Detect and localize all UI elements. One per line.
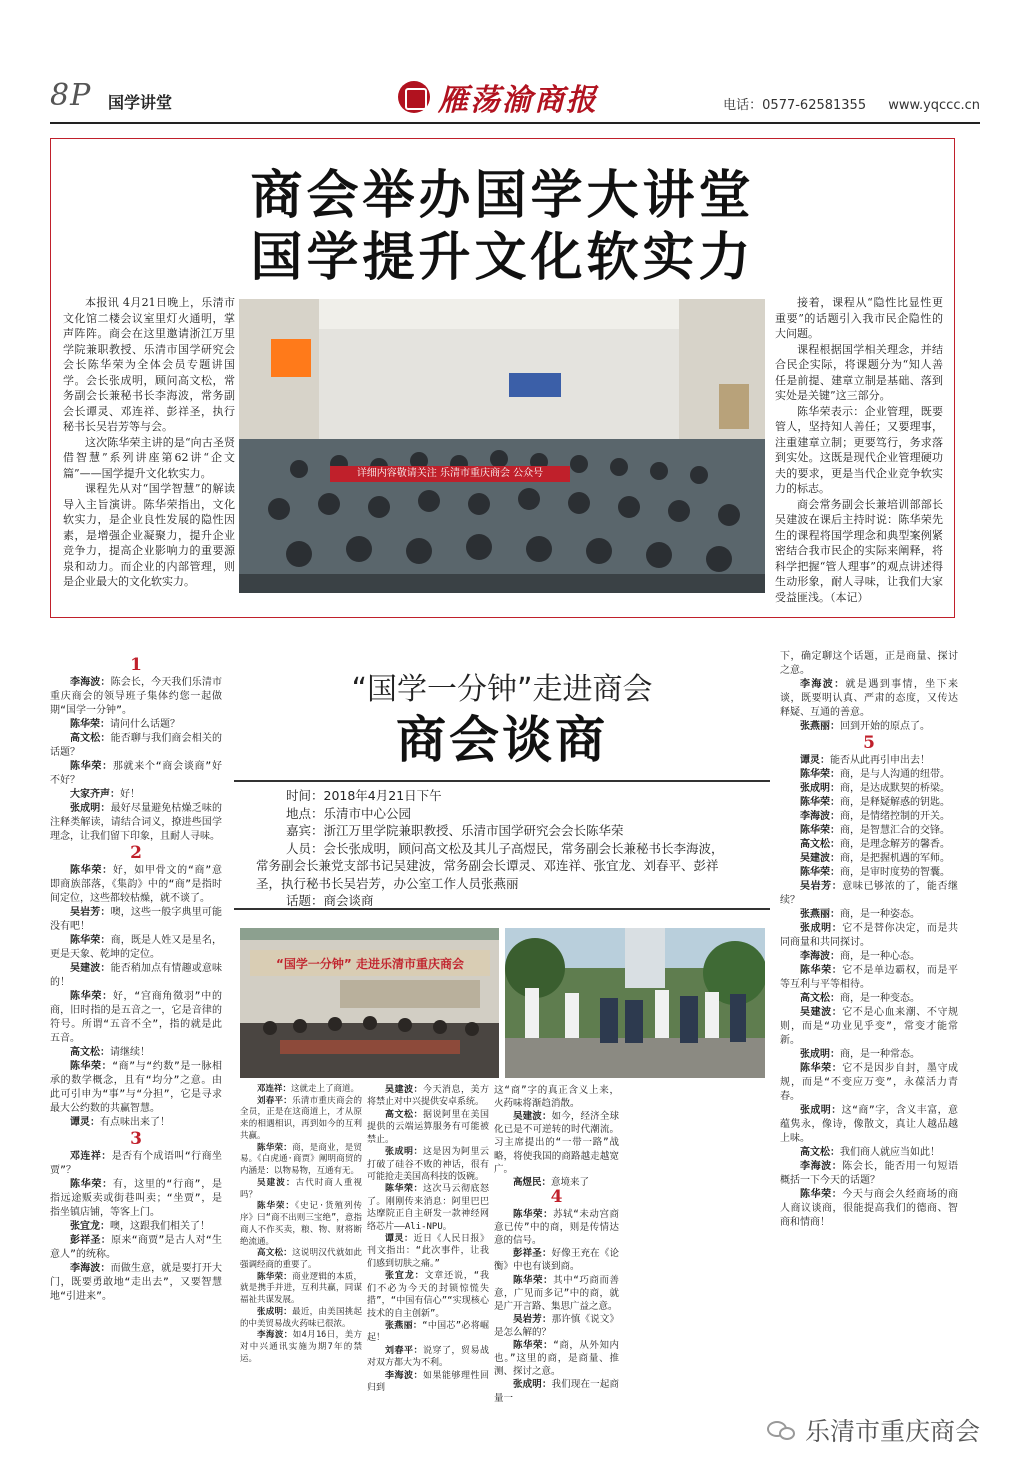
speech: 商，是达成默契的桥梁。 [840,783,950,794]
speech: 原来“商贾”是古人对“生意人”的统称。 [50,1235,223,1260]
speech: 有，这里的“行商”，是指远途贩卖或街巷叫卖；“坐贾”，是指坐镇店铺，等客上门。 [50,1179,222,1218]
speech: 商，是理念解芳的馨香。 [840,839,950,850]
dialogue-line [780,810,958,824]
speaker: 吴岩芳： [800,881,843,892]
speaker: 吴建波： [513,1111,552,1123]
contact-line [705,94,980,113]
speech: 苏轼“未动宫商意已传”中的商，则是传情达意的信号。 [494,1208,619,1247]
dialogue-line [780,908,958,922]
speech: 我们现在一起商量一 [494,1379,619,1404]
speech: 噢，这些一般字典里可能没有吧！ [50,907,223,932]
paragraph: 课程先从对“国学智慧”的解读导入主旨演讲。陈华荣指出，文化软实力，是企业良性发展的隐性因素，是增强企业凝聚力，提升企业竞争力，提高企业影响力的重要源泉和动力。而企业的内部管理，则是企业最大的文化软实力。 [63,482,235,588]
info-people-cont: 圣，执行秘书长吴岩芳，办公室工作人员张燕丽 [256,875,519,891]
speech: 它不是单边霸权，而是平等互利与平等相待。 [780,965,959,990]
dialogue-line [50,802,222,844]
speech: 这说明汉代就如此强调经商的重要了。 [240,1248,362,1271]
footer-brand-name: 乐清市重庆商会 [804,1417,980,1446]
speaker: 张燕丽： [385,1321,423,1332]
speech: 我们商人就应当如此！ [840,1147,940,1158]
dialogue-line [780,964,958,992]
speaker: 吴建波： [70,963,111,974]
speaker: 吴建波： [385,1085,423,1095]
speaker: 高文松： [385,1109,423,1120]
dialogue-line [50,962,222,990]
speech: 商，是一种变态。 [840,993,920,1004]
dialogue-line [780,1146,958,1160]
speaker: 张成明： [800,1105,842,1116]
speech: 能否从此再引申出去！ [830,755,930,766]
speech: 商，是把握机遇的军师。 [840,853,950,864]
speech: 有点味出来了！ [100,1117,170,1128]
follow-banner: 详细内容敬请关注 乐清市重庆商会 公众号 [330,466,570,482]
speech: 那许慎《说文》是怎么解的？ [494,1313,619,1338]
masthead-rule [50,122,980,124]
dialogue-line [240,1272,362,1307]
article-subtitle: “国学一分钟”走进商会 [351,672,653,707]
speech: “商”与“约数”是一脉相承的数学概念，且有“均分”之意。由此可引申为“事”与“分担”，它是寻求最大公约数的共赢智慧。 [50,1061,222,1114]
speech: “商，从外知内也。”这里的商，是商量、推测、探讨之意。 [494,1340,619,1378]
speaker: 陈华荣： [800,769,840,780]
section-number: 4 [550,1186,563,1207]
photo-banner-text: “国学一分钟” 走进乐清市重庆商会 [276,957,464,971]
speech: 陈会长，能否用一句短语概括一下今天的话题？ [780,1161,959,1186]
dialogue-line [780,838,958,852]
speech: 噢，这跟我们相关了！ [110,1221,210,1232]
dialogue-line [780,866,958,880]
speech: 那就来个“商会谈商”好不好？ [50,761,222,786]
speech: 文章还说，“我们不必为今天的封锁惊慌失措”，“中国有信心”“实现核心技术的自主创新”。 [367,1271,489,1319]
speech: 它不是替你决定，而是共同商量和共同探讨。 [780,923,959,948]
speaker: 张成明： [800,923,843,934]
page-number: 8P [50,78,92,113]
dialogue-line [780,880,958,908]
section-name: 国学讲堂 [108,93,173,112]
wechat-icon [767,1419,799,1441]
speaker: 高煜民： [513,1176,552,1188]
dialogue-line [780,922,958,950]
speaker: 陈华荣： [800,825,840,836]
dialogue-line [780,950,958,964]
dialogue-line [780,720,958,734]
dialogue-line [780,1160,958,1188]
speaker: 李海波： [800,679,846,690]
speaker: 谭灵： [800,755,830,766]
dialogue-column-3 [240,1084,362,1366]
speaker: 大家齐声： [70,789,120,800]
speaker: 陈华荣： [385,1184,423,1195]
speech: 商，是商业，是贸易。《白虎通·商贾》阐明商贸的内涵是：以物易物，互通有无。 [240,1142,362,1177]
speech: 最好尽量避免枯燥乏味的注释类解读，请结合词义，撩进些国学理念，让我们留下印象，且耐人寻味。 [50,803,223,842]
dialogue-line [50,1234,222,1262]
dialogue-line [780,1188,958,1230]
dialogue-line [240,1330,362,1365]
speaker: 高文松： [800,1147,840,1158]
speech: 好，如甲骨文的“商”意即商族部落，《集韵》中的“商”是指时间定位，这些都较枯燥，就不谈了。 [50,865,222,904]
info-rule-top [234,780,770,782]
dialogue-line [494,1274,619,1313]
speaker: 张燕丽： [800,721,840,732]
lecture-photo [239,299,765,593]
speech: 如今，经济全球化已是不可逆转的时代潮流。习主席提出的“一带一路”战略，将使我国的商路越走越宽广。 [494,1111,619,1175]
masthead [50,78,980,118]
dialogue-line [780,992,958,1006]
speaker: 高文松： [257,1248,293,1259]
info-people: 人员：会长张成明，顾问高文松及其儿子高煜民，常务副会长兼秘书长李海波， [286,840,724,856]
dialogue-line [50,1116,222,1130]
article-right-column [775,295,943,605]
speech: 商，是释疑解惑的钥匙。 [840,797,950,808]
speech: 而做生意，就是要打开大门，既要勇敢地“走出去”，又要智慧地“引进来”。 [50,1263,223,1302]
speaker: 张燕丽： [800,909,840,920]
speaker: 陈华荣： [70,719,110,730]
speech: 商，是一种心态。 [840,951,920,962]
speaker: 陈华荣： [257,1201,295,1212]
dialogue-line [240,1248,362,1271]
speaker: 吴岩芳： [70,907,111,918]
speech: 意境来了 [551,1176,590,1188]
speaker: 陈华荣： [800,867,840,878]
speech: 今天消息，美方将禁止对中兴提供安卓系统。 [367,1085,489,1108]
dialogue-line [780,1006,958,1048]
speech: 请问什么话题？ [110,719,180,730]
speech: “中国芯”必将崛起！ [367,1321,489,1344]
info-topic: 话题：商会谈商 [286,893,374,908]
dialogue-column-5 [494,1084,619,1405]
dialogue-line [780,650,958,678]
dialogue-line [780,852,958,866]
speaker: 张成明： [257,1306,293,1317]
speech: 好，“宫商角徵羽”中的商，旧时指的是五音之一，它是音律的符号。所谓“五音不全”，指的就是此五音。 [50,991,222,1044]
speaker: 刘春平： [385,1345,423,1356]
speaker: 吴岩芳： [513,1313,552,1325]
paragraph: 这次陈华荣主讲的是“向古圣贤借智慧”系列讲座第62讲“企文篇”——国学提升文化软实力。 [63,435,235,480]
headline-line1: 商会举办国学大讲堂 [250,166,755,226]
dialogue-column-1 [50,656,222,1304]
speaker: 张成明： [513,1379,552,1391]
speaker: 张成明： [800,783,840,794]
info-time: 时间：2018年4月21日下午 [286,788,442,803]
info-people-cont: 常务副会长兼党支部书记吴建波，常务副会长谭灵、邓连祥、张宜龙、刘春平、彭祥 [256,858,719,873]
speech: 能否聊与我们商会相关的话题？ [50,733,223,758]
speech: 说穿了，贸易战对双方都大为不利。 [367,1345,489,1369]
speech: 这是因为阿里云打破了硅谷不败的神话，很有可能抢走美国高科技的饭碗。 [367,1147,489,1182]
dialogue-line [494,1110,619,1176]
speaker: 张宜龙： [385,1271,425,1282]
dialogue-line [240,1201,362,1248]
dialogue-line [367,1345,489,1370]
section-number: 1 [130,655,142,675]
speech: 它不是心血来潮、不守规则，而是“功业见乎变”，常变才能常新。 [780,1007,959,1046]
speaker: 陈华荣： [513,1274,554,1286]
speaker: 张宜龙： [70,1221,110,1232]
dialogue-line [780,824,958,838]
section-number: 2 [130,843,142,863]
dialogue-line [240,1143,362,1178]
speech: 好像王充在《论衡》中也有谈到商。 [494,1248,619,1273]
dialogue-line [494,1208,619,1247]
section-number: 5 [863,733,875,753]
speaker: 彭祥圣： [513,1248,552,1260]
dialogue-line [367,1270,489,1320]
dialogue-line [50,934,222,962]
dialogue-line [50,1220,222,1234]
speaker: 陈华荣： [70,935,111,946]
dialogue-line [780,1062,958,1104]
dialogue-line [494,1247,619,1273]
dialogue-line [50,1150,222,1178]
speech: 就是遇到事情，坐下来谈，既要明认真、严肃的态度，又传达释疑、互通的善意。 [780,679,959,718]
dialogue-line [50,718,222,732]
dialogue-line [50,788,222,802]
paper-logo [398,78,658,116]
dialogue-line [367,1370,489,1395]
dialogue-line [240,1084,362,1096]
speaker: 谭灵： [70,1117,100,1128]
speech: 下，确定聊这个话题，正是商量、探讨之意。 [780,651,958,676]
speaker: 高文松： [70,1047,110,1058]
speech: 回到开始的原点了。 [840,721,930,732]
speaker: 吴建波： [800,853,840,864]
speech: 其中“巧商而善意，广见而多记”中的商，就是广开言路、集思广益之意。 [494,1274,619,1312]
speaker: 陈华荣： [257,1142,293,1153]
dialogue-column-4 [367,1084,489,1395]
dialogue-line [50,760,222,788]
group-photo-banner [240,928,499,1078]
speech: 能否稍加点有情趣或意味的！ [50,963,223,988]
dialogue-line [240,1307,362,1330]
group-photo-drawing [240,928,499,1078]
dialogue-line [50,990,222,1046]
dialogue-line [780,768,958,782]
dialogue-line [367,1233,489,1270]
speaker: 李海波： [800,1161,843,1172]
speaker: 高文松： [800,839,840,850]
speech: 商，是与人沟通的纽带。 [840,769,950,780]
dialogue-line [780,678,958,720]
dialogue-line [50,906,222,934]
dialogue-line [780,754,958,768]
speech: 商，是智慧汇合的交锋。 [840,825,950,836]
speaker: 陈华荣： [513,1208,554,1220]
speech: 这就走上了商道。 [291,1084,360,1094]
speaker: 邓连祥： [70,1151,112,1162]
speech: 最近，由美国挑起的中美贸易战火药味已很浓。 [240,1306,362,1329]
speech: 如果能够理性回归到 [367,1370,489,1394]
speech: 近日《人民日报》刊文指出：“此次事件，让我们感到切肤之痛。” [367,1234,489,1269]
speech: 今天与商会久经商场的商人商议谈商，很能提高我们的德商、智商和情商！ [780,1189,959,1228]
speech: 商业逻辑的本质，就是携手并进，互利共赢，同谋福祉共谋发展。 [240,1271,362,1306]
speaker: 陈华荣： [800,1063,843,1074]
footer-brand [767,1412,980,1448]
dialogue-line [780,1048,958,1062]
speaker: 吴建波： [800,1007,843,1018]
speaker: 陈华荣： [70,991,113,1002]
speaker: 李海波： [257,1330,293,1341]
speech: 陈会长，今天我们乐清市重庆商会的领导班子集体约您一起做期“国学一分钟”。 [50,677,223,716]
dialogue-line [367,1183,489,1233]
speaker: 谭灵： [385,1234,414,1245]
dialogue-line [367,1146,489,1183]
speaker: 陈华荣： [70,865,113,876]
speaker: 彭祥圣： [70,1235,112,1246]
paragraph: 接着，课程从“隐性比显性更重要”的话题引入我市民企隐性的大问题。 [775,296,943,340]
dialogue-line [780,796,958,810]
dialogue-line [50,1262,222,1304]
speaker: 张成明： [70,803,111,814]
speech: 商，是一种常态。 [840,1049,920,1060]
dialogue-line [50,1178,222,1220]
lecture-photo-drawing [239,299,765,593]
article-title: 商会谈商 [396,711,608,769]
speaker: 张成明： [385,1147,423,1158]
dialogue-line [780,782,958,796]
speech: 如4月16日，美方对中兴通讯实施为期7年的禁运。 [240,1330,362,1364]
speaker: 陈华荣： [257,1271,293,1282]
speaker: 陈华荣： [513,1340,554,1352]
speaker: 张成明： [800,1049,840,1060]
speaker: 吴建波： [257,1177,296,1188]
dialogue-line [780,1104,958,1146]
phone: 电话：0577-62581355 [723,98,867,113]
dialogue-line [494,1313,619,1339]
speech: 请继续！ [110,1047,150,1058]
speech: 这“商”字，含义丰富，意蕴隽永，像诗，像散文，真让人越品越上味。 [780,1105,959,1144]
speaker: 高文松： [70,733,111,744]
speaker: 陈华荣： [800,797,840,808]
speaker: 李海波： [70,677,111,688]
info-place: 地点：乐清市中心公园 [286,805,412,821]
paper-name: 雁荡渝商报 [438,83,598,118]
speaker: 刘春平： [257,1095,293,1106]
speech: 据说阿里在美国提供的云端运算服务有可能被禁止。 [367,1109,489,1145]
speech: 乐清市重庆商会的全员，正是在这商道上，才从原来的相遇相识，再到如今的互利共赢。 [240,1095,362,1141]
info-guest: 嘉宾：浙江万里学院兼职教授、乐清市国学研究会会长陈华荣 [286,823,624,838]
dialogue-column-7 [780,650,958,1230]
dialogue-line [50,676,222,718]
article-left-column [63,295,235,590]
dialogue-line [367,1109,489,1146]
speaker: 李海波： [800,811,840,822]
speaker: 陈华荣： [70,1179,113,1190]
speech: 意味已够浓的了，能否继续？ [780,881,959,906]
speech: 商，既是人姓又是星名，更是天象、乾坤的定位。 [50,935,223,960]
dialogue-line [494,1378,619,1404]
event-info [256,787,766,910]
speaker: 陈华荣： [800,1189,843,1200]
dialogue-line [367,1084,489,1109]
speaker: 李海波： [800,951,840,962]
paragraph: 本报讯 4月21日晚上，乐清市文化馆二楼会议室里灯火通明，掌声阵阵。商会在这里邀请浙江万里学院兼职教授、乐清市国学研究会会长陈华荣为全体会员专题讲国学。会长张成明，顾问高文松，常务副会长兼秘书长李海波，常务副会长谭灵、邓连祥、彭祥圣，执行秘书长吴岩芳等与会。 [63,296,235,433]
speech: 商，是情绪控制的开关。 [840,811,950,822]
speech: 这“商”字的真正含义上来，火药味将渐趋消散。 [494,1085,619,1110]
speaker: 李海波： [385,1370,423,1381]
speech: 这次马云彻底怒了。刚刚传来消息：阿里巴巴达摩院正自主研发一款神经网络芯片——Ali-NPU。 [367,1184,489,1232]
speech: 《史记·货殖列传序》曰“商不出则三宝绝”，意指商人不作买卖，粮、物、财将断绝流通。 [240,1201,362,1247]
speech: 好！ [120,789,140,800]
info-rule-bottom [234,908,770,910]
park-photo-drawing [505,928,765,1078]
speech: 它不是因步自封，墨守成规，而是“不变应万变”，永葆活力青春。 [780,1063,959,1102]
speaker: 李海波： [70,1263,111,1274]
dialogue-line [50,1046,222,1060]
park-photo [505,928,765,1078]
speech: 是否有个成语叫“行商坐贾”？ [50,1151,223,1176]
dialogue-line [50,732,222,760]
dialogue-line [494,1339,619,1378]
dialogue-line [50,1060,222,1116]
paragraph: 课程根据国学相关理念，并结合民企实际，将课题分为“知人善任是前提、建章立制是基础、落到实处是关键”这三部分。 [775,342,943,402]
speech: 商，是一种姿态。 [840,909,920,920]
paragraph: 商会常务副会长兼培训部部长吴建波在课后主持时说：陈华荣先生的课程将国学理念和典型案例紧密结合我市民企的实际来阐释，将科学把握“管人理事”的观点讲述得生动形象，耐人寻味，让我们大家受益匪浅。（本记） [775,497,943,604]
dialogue-line [240,1096,362,1143]
speaker: 陈华荣： [800,965,843,976]
dialogue-line [367,1320,489,1345]
paragraph: 陈华荣表示：企业管理，既要管人，坚持知人善任；又要理事，注重建章立制；更要笃行，务求落到实处。这既是现代企业管理硬功夫的要求，更是当代企业竞争软实力的标志。 [775,404,943,495]
speaker: 邓连祥： [257,1084,292,1094]
speaker: 陈华荣： [70,761,113,772]
dialogue-line [240,1178,362,1201]
speech: 商，是审时度势的智囊。 [840,867,950,878]
dialogue-line [50,864,222,906]
speech: 古代时商人重视吗？ [240,1177,362,1200]
speaker: 高文松： [800,993,840,1004]
top-article [50,138,955,618]
seal-icon [398,81,430,113]
section-number: 3 [130,1129,142,1149]
website: www.yqccc.cn [888,98,980,113]
speaker: 陈华荣： [70,1061,113,1072]
dialogue-line [494,1084,619,1110]
headline-line2: 国学提升文化软实力 [250,228,755,288]
